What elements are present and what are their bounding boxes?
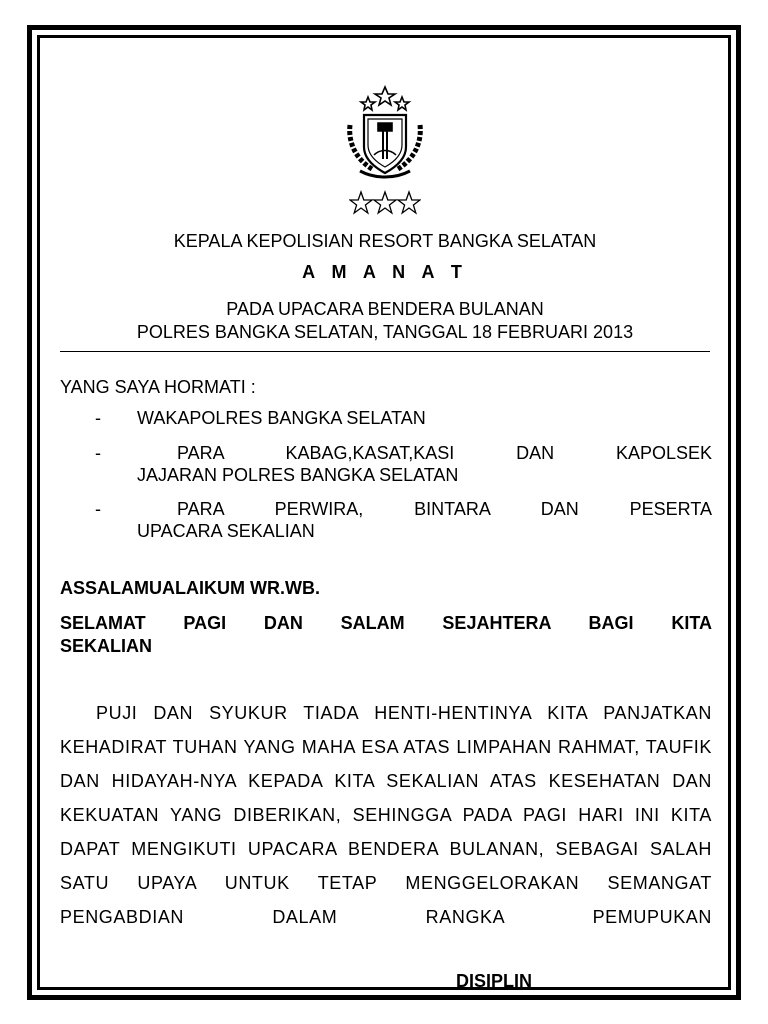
subtitle-line-2: POLRES BANGKA SELATAN, TANGGAL 18 FEBRUARI 2013 xyxy=(136,322,634,342)
salutation-intro: YANG SAYA HORMATI : xyxy=(60,377,256,397)
header-rule xyxy=(60,351,710,352)
greeting-line-2: SELAMAT PAGI DAN SALAM SEJAHTERA BAGI KITA xyxy=(60,613,712,633)
list-dash: - xyxy=(95,499,101,519)
list-dash: - xyxy=(95,408,101,428)
cut-off-word: DISIPLIN xyxy=(456,971,533,991)
list-dash: - xyxy=(95,443,101,463)
police-emblem-icon xyxy=(330,85,440,185)
document-title: KEPALA KEPOLISIAN RESORT BANGKA SELATAN xyxy=(173,231,597,251)
document-heading: A M A N A T xyxy=(302,262,468,282)
salutation-item-2-line-2: JAJARAN POLRES BANGKA SELATAN xyxy=(137,465,459,485)
body-paragraph: PUJI DAN SYUKUR TIADA HENTI-HENTINYA KITA PANJATKAN KEHADIRAT TUHAN YANG MAHA ESA ATAS LIMPAHAN RAHMAT, TAUFIK DAN HIDAYAH-NYA KEPADA KITA SEKALIAN ATAS KESEHATAN DAN KEKUATAN YANG DIBERIKAN, SEHINGGA PADA PAGI HARI INI KITA DAPAT MENGIKUTI UPACARA BENDERA BULANAN, SEBAGAI SALAH SATU UPAYA UNTUK TETAP MENGGELORAKAN SEMANGAT PENGABDIAN DALAM RANGKA PEMUPUKAN xyxy=(60,703,712,927)
salutation-item-3-line-1: PARA PERWIRA, BINTARA DAN PESERTA xyxy=(177,499,712,519)
salutation-item-3-line-2: UPACARA SEKALIAN xyxy=(137,521,315,541)
greeting-line-1: ASSALAMUALAIKUM WR.WB. xyxy=(60,578,320,598)
greeting-line-3: SEKALIAN xyxy=(60,636,153,656)
three-stars-icon xyxy=(349,190,421,218)
salutation-item-2-line-1: PARA KABAG,KASAT,KASI DAN KAPOLSEK xyxy=(177,443,712,463)
subtitle-line-1: PADA UPACARA BENDERA BULANAN xyxy=(226,299,544,319)
salutation-item-1: WAKAPOLRES BANGKA SELATAN xyxy=(137,408,426,428)
